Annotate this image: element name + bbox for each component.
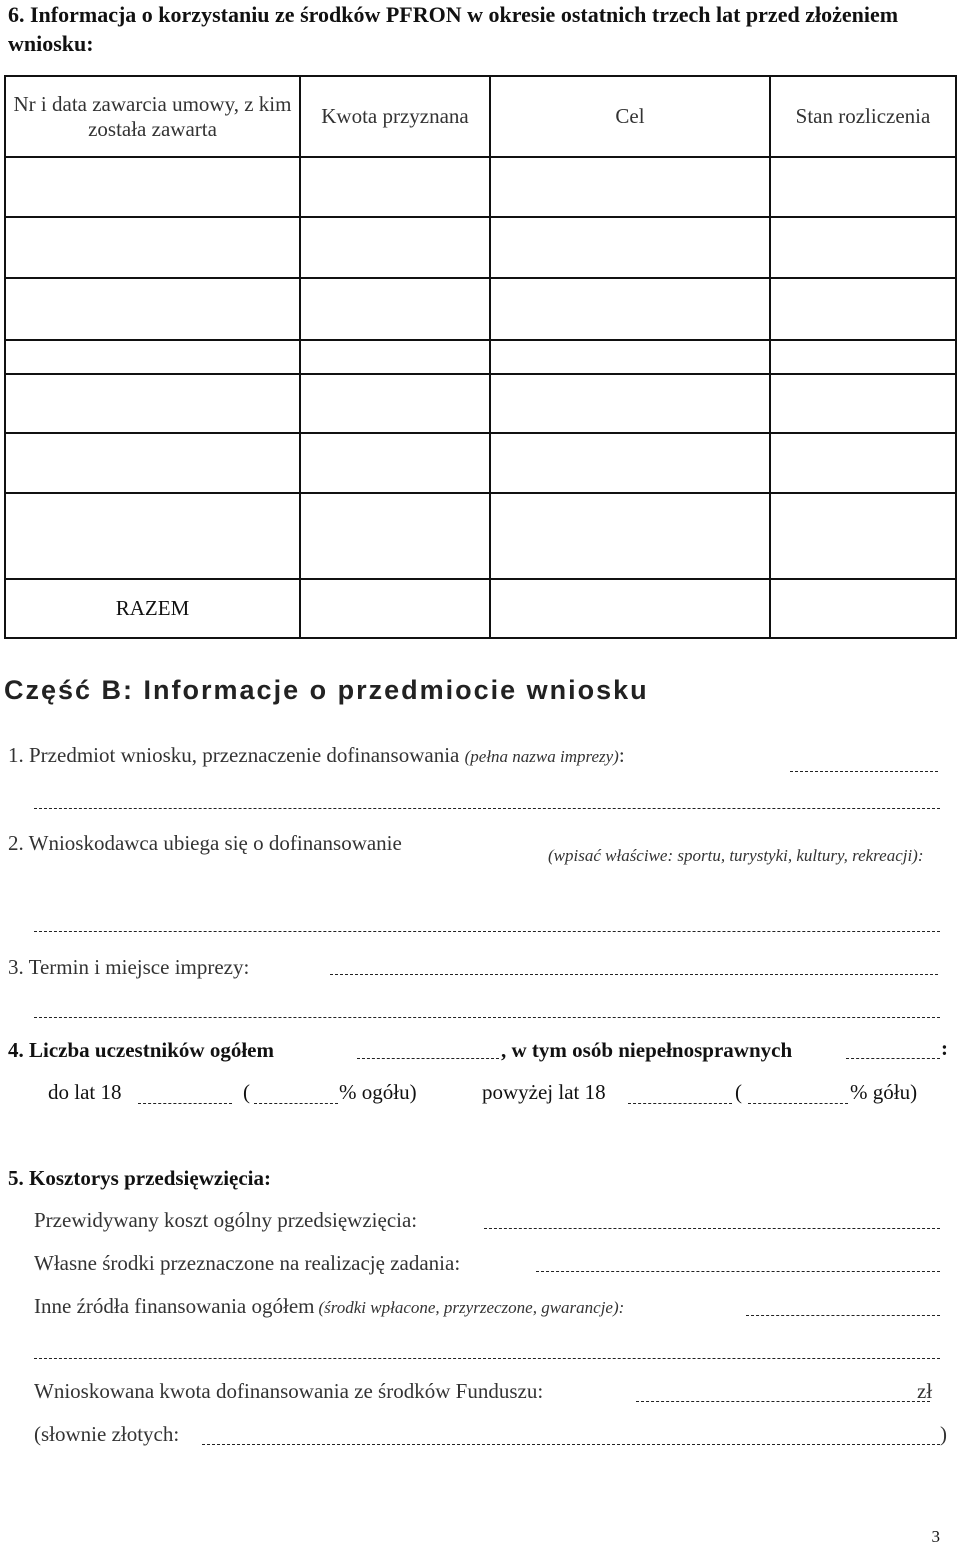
other-sources-field-line2[interactable] [34, 1358, 940, 1359]
disabled-participants-field[interactable] [846, 1058, 940, 1059]
amount-in-words-label: (słownie złotych: [34, 1422, 180, 1446]
other-sources-label: Inne źródła finansowania ogółem [34, 1294, 315, 1318]
item-1-field-line2[interactable] [34, 808, 940, 809]
table-row [5, 374, 956, 433]
item-3-field[interactable] [330, 974, 938, 975]
item-3-label: 3. Termin i miejsce imprezy: [8, 955, 250, 979]
col-header-settlement: Stan rozliczenia [770, 76, 956, 157]
item-4-end: : [941, 1036, 948, 1060]
under-18-percent-label: % ogółu) [339, 1080, 417, 1104]
amount-in-words-field[interactable] [202, 1444, 940, 1445]
table-row [5, 157, 956, 217]
under-18-percent-field[interactable] [254, 1103, 338, 1104]
col-header-amount: Kwota przyznana [300, 76, 490, 157]
table-header-row [5, 76, 956, 157]
other-sources-note: (środki wpłacone, przyrzeczone, gwarancje): [318, 1298, 625, 1317]
other-sources-row [34, 1294, 624, 1319]
pfron-usage-table [4, 75, 957, 639]
requested-amount-field[interactable] [636, 1401, 930, 1402]
item-1-note: (pełna nazwa imprezy) [464, 747, 619, 766]
total-cost-field[interactable] [484, 1228, 940, 1229]
page-number: 3 [931, 1527, 940, 1546]
table-row [5, 340, 956, 374]
over-18-label: powyżej lat 18 [482, 1080, 606, 1104]
col-header-purpose: Cel [490, 76, 770, 157]
under-18-label: do lat 18 [48, 1080, 122, 1104]
over-18-percent-label: % gółu) [850, 1080, 918, 1104]
item-5-label: 5. Kosztorys przedsięwzięcia: [8, 1166, 272, 1190]
item-1-colon: : [618, 743, 625, 767]
item-1-label: 1. Przedmiot wniosku, przeznaczenie dofinansowania [8, 743, 460, 767]
item-2-field[interactable] [34, 931, 940, 932]
table-row [5, 217, 956, 278]
total-cost-label: Przewidywany koszt ogólny przedsięwzięcia: [34, 1208, 418, 1232]
under-18-count-field[interactable] [138, 1103, 232, 1104]
participants-total-field[interactable] [357, 1058, 499, 1059]
table-total-row [5, 579, 956, 638]
own-funds-label: Własne środki przeznaczone na realizację zadania: [34, 1251, 461, 1275]
currency-unit: zł [917, 1379, 933, 1403]
table-row [5, 433, 956, 493]
requested-amount-label: Wnioskowana kwota dofinansowania ze środków Funduszu: [34, 1379, 544, 1403]
part-b-title: Część B: Informacje o przedmiocie wniosku [4, 675, 649, 705]
item-1-row [8, 743, 625, 768]
item-2-label: 2. Wnioskodawca ubiega się o dofinansowanie [8, 831, 402, 855]
over-18-count-field[interactable] [628, 1103, 732, 1104]
amount-in-words-close: ) [940, 1422, 947, 1446]
item-3-field-line2[interactable] [34, 1017, 940, 1018]
item-4-label: 4. Liczba uczestników ogółem [8, 1038, 274, 1062]
col-header-contract: Nr i data zawarcia umowy, z kim została zawarta [5, 76, 300, 157]
over-18-paren: ( [735, 1080, 742, 1104]
section-6-title: 6. Informacja o korzystaniu ze środków PFRON w okresie ostatnich trzech lat przed złożeniem wniosku: [8, 2, 899, 56]
table-row [5, 278, 956, 340]
over-18-percent-field[interactable] [748, 1103, 848, 1104]
under-18-paren: ( [243, 1080, 250, 1104]
other-sources-field[interactable] [746, 1315, 940, 1316]
table-row [5, 493, 956, 579]
item-1-field[interactable] [790, 771, 938, 772]
own-funds-field[interactable] [536, 1271, 940, 1272]
total-label: RAZEM [5, 579, 300, 638]
item-4-middle: , w tym osób niepełnosprawnych [501, 1038, 793, 1062]
item-2-note: (wpisać właściwe: sportu, turystyki, kultury, rekreacji): [548, 846, 924, 865]
